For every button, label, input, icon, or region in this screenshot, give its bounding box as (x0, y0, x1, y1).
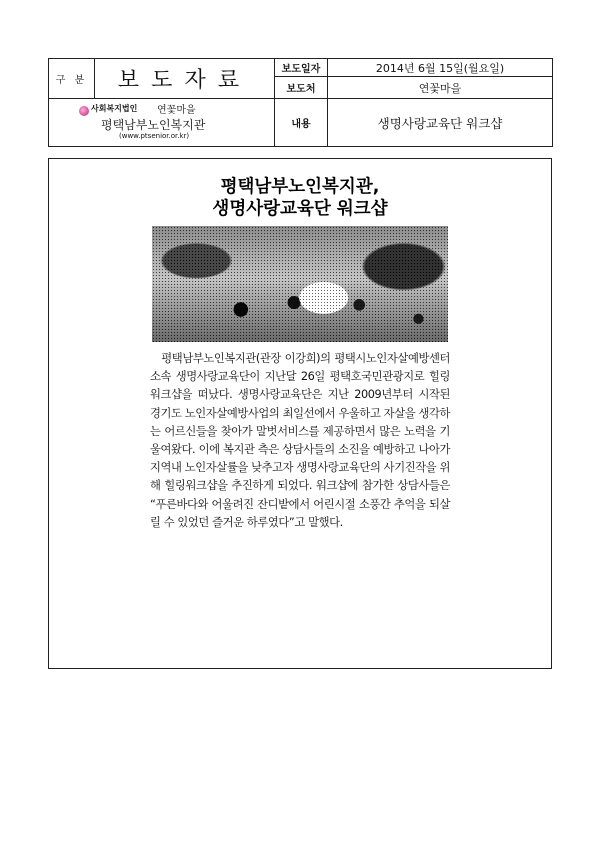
press-release-header (48, 58, 553, 147)
article-headline (150, 176, 450, 220)
org-url: (www.ptsenior.or.kr) (119, 131, 190, 140)
category-label: 구 분 (49, 59, 95, 99)
source-label: 보도처 (275, 77, 328, 99)
content-value: 생명사랑교육단 워크샵 (328, 99, 553, 147)
newspaper-clipping (150, 176, 450, 666)
source-value: 연꽃마을 (328, 77, 553, 99)
lotus-logo-icon (79, 106, 89, 116)
org-parent: 연꽃마을 (157, 104, 196, 116)
org-name: 평택남부노인복지관 (101, 117, 206, 132)
headline-line-1: 평택남부노인복지관, (220, 177, 380, 197)
date-value: 2014년 6월 15일(월요일) (328, 59, 553, 77)
org-prefix: 사회복지법인 (91, 103, 138, 113)
article-body-text: 평택남부노인복지관(관장 이강희)의 평택시노인자살예방센터 소속 생명사랑교육단이 지난달 26일 평택호국민관광지로 힐링워크샵을 떠났다. 생명사랑교육단은 지난 2009년부터 시작된 경기도 노인자살예방사업의 최일선에서 우울하고 자살을 생각하는 어르신들을 찾아가 말벗서비스를 제공하면서 많은 노력을 기울여왔다. 이에 복지관 측은 상담사들의 소진을 예방하고 나아가 지역내 노인자살률을 낮추고자 생명사랑교육단의 사기진작을 위해 힐링워크샵을 추진하게 되었다. 워크샵에 참가한 상담사들은 “푸른바다와 어울려진 잔디밭에서 어린시절 소풍간 추억을 되살릴 수 있었던 즐거운 하루였다”고 말했다. (150, 352, 450, 529)
content-label: 내용 (275, 99, 328, 147)
date-label: 보도일자 (275, 59, 328, 77)
doc-type-title: 보도자료 (95, 59, 275, 99)
article-body (150, 350, 450, 532)
organization-cell (49, 99, 275, 147)
article-photo (152, 226, 448, 342)
headline-line-2: 생명사랑교육단 워크샵 (212, 199, 388, 219)
